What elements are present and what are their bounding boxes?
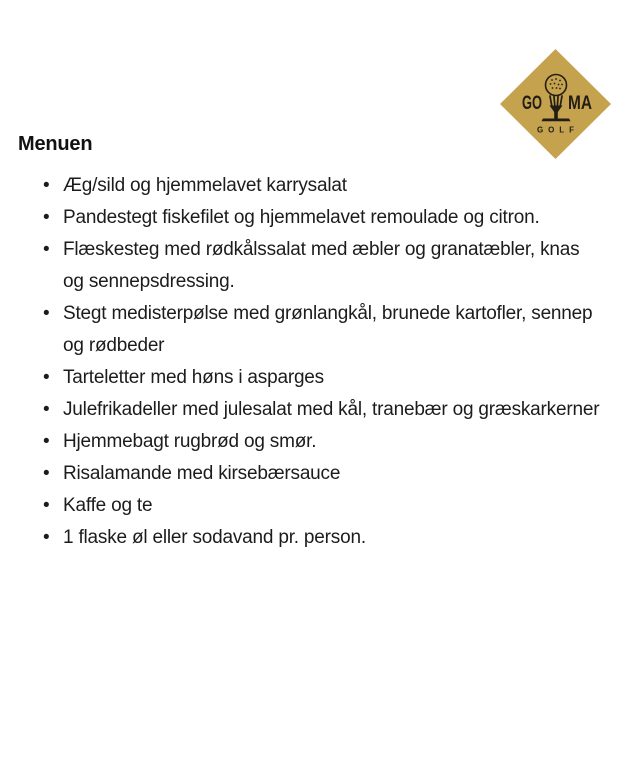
list-item: • Hjemmebagt rugbrød og smør.	[43, 426, 603, 458]
list-item: • Pandestegt fiskefilet og hjemmelavet remoulade og citron.	[43, 202, 603, 234]
list-item: • Æg/sild og hjemmelavet karrysalat	[43, 170, 603, 202]
list-item: • Risalamande med kirsebærsauce	[43, 458, 603, 490]
list-item: • 1 flaske øl eller sodavand pr. person.	[43, 522, 603, 554]
list-item: • Tarteletter med høns i asparges	[43, 362, 603, 394]
page-title: Menuen	[18, 133, 93, 155]
list-item: • Julefrikadeller med julesalat med kål, tranebær og græskarkerner	[43, 394, 603, 426]
list-item: • Flæskesteg med rødkålssalat med æbler og granatæbler, knas og sennepsdressing.	[43, 234, 603, 298]
logo-text-bottom: GOLF	[537, 125, 581, 135]
list-item: • Stegt medisterpølse med grønlangkål, brunede kartofler, sennep og rødbeder	[43, 298, 603, 362]
logo-text-right: MA	[568, 93, 593, 114]
menu-list	[18, 170, 634, 554]
list-item: • Kaffe og te	[43, 490, 603, 522]
logo-text-left: GO	[522, 93, 542, 114]
logo-diamond	[500, 49, 611, 159]
brand-logo	[499, 47, 613, 161]
